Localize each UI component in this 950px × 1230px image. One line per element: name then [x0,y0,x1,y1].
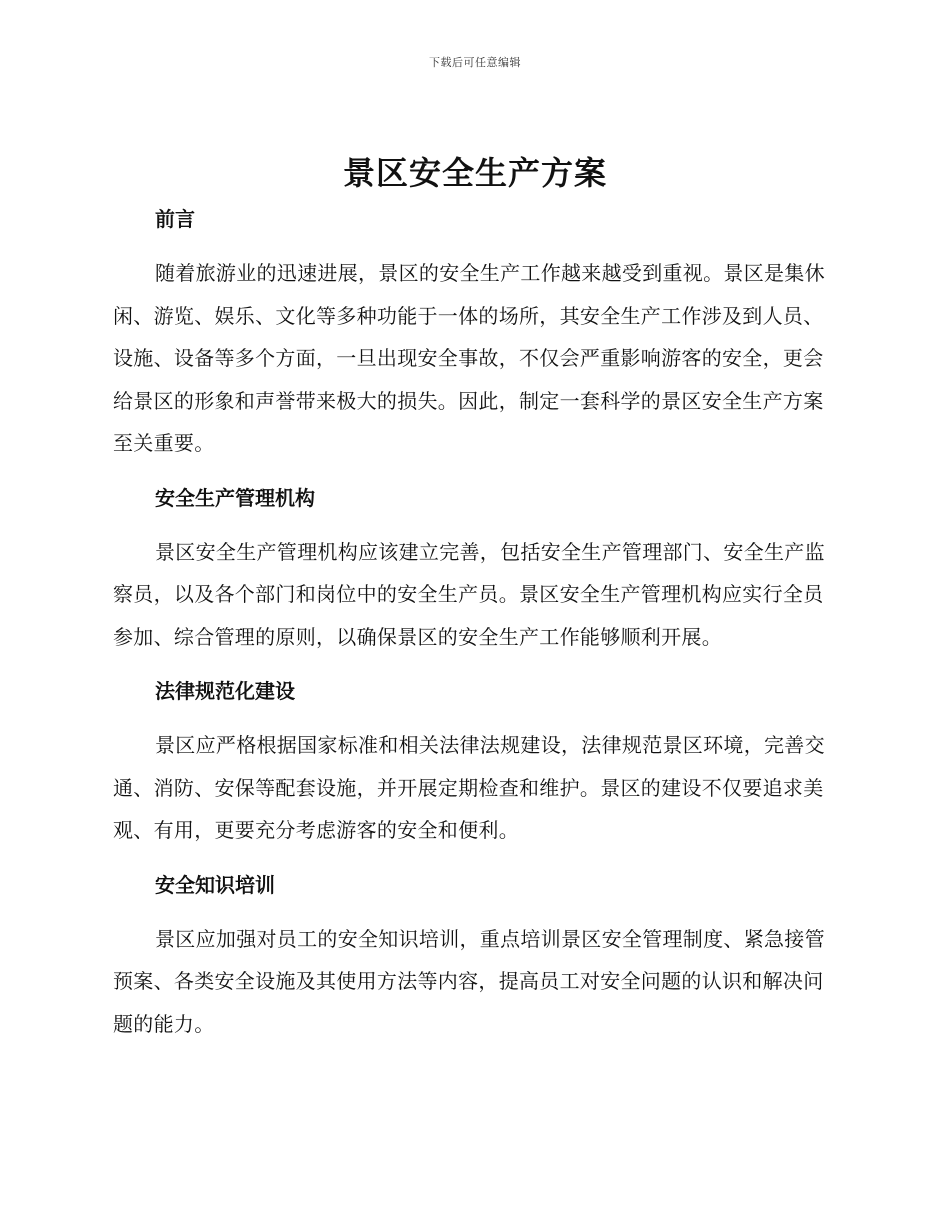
document-body [113,198,831,1057]
section-paragraph: 随着旅游业的迅速进展，景区的安全生产工作越来越受到重视。景区是集休闲、游览、娱乐、文化等多种功能于一体的场所，其安全生产工作涉及到人员、设施、设备等多个方面，一旦出现安全事故，不仅会严重影响游客的安全，更会给景区的形象和声誉带来极大的损失。因此，制定一套科学的景区安全生产方案至关重要。 [113,261,825,455]
section-paragraph: 景区安全生产管理机构应该建立完善，包括安全生产管理部门、安全生产监察员，以及各个部门和岗位中的安全生产员。景区安全生产管理机构应实行全员参加、综合管理的原则，以确保景区的安全生产工作能够顺利开展。 [113,539,825,649]
section-preface [113,198,831,465]
section-heading: 安全知识培训 [155,872,275,897]
section-paragraph: 景区应加强对员工的安全知识培训，重点培训景区安全管理制度、紧急接管预案、各类安全设施及其使用方法等内容，提高员工对安全问题的认识和解决问题的能力。 [113,926,825,1036]
section-heading: 安全生产管理机构 [155,485,315,510]
section-heading: 前言 [155,207,195,231]
page-header: 下载后可任意编辑 [429,56,521,69]
section-management-organization [113,477,831,659]
section-heading: 法律规范化建设 [155,679,295,703]
section-paragraph: 景区应严格根据国家标准和相关法律法规建设，法律规范景区环境，完善交通、消防、安保等配套设施，并开展定期检查和维护。景区的建设不仅要追求美观、有用，更要充分考虑游客的安全和便利。 [113,733,825,842]
document-title: 景区安全生产方案 [342,154,607,192]
section-safety-training [113,864,831,1046]
section-legal-standardization [113,670,831,852]
